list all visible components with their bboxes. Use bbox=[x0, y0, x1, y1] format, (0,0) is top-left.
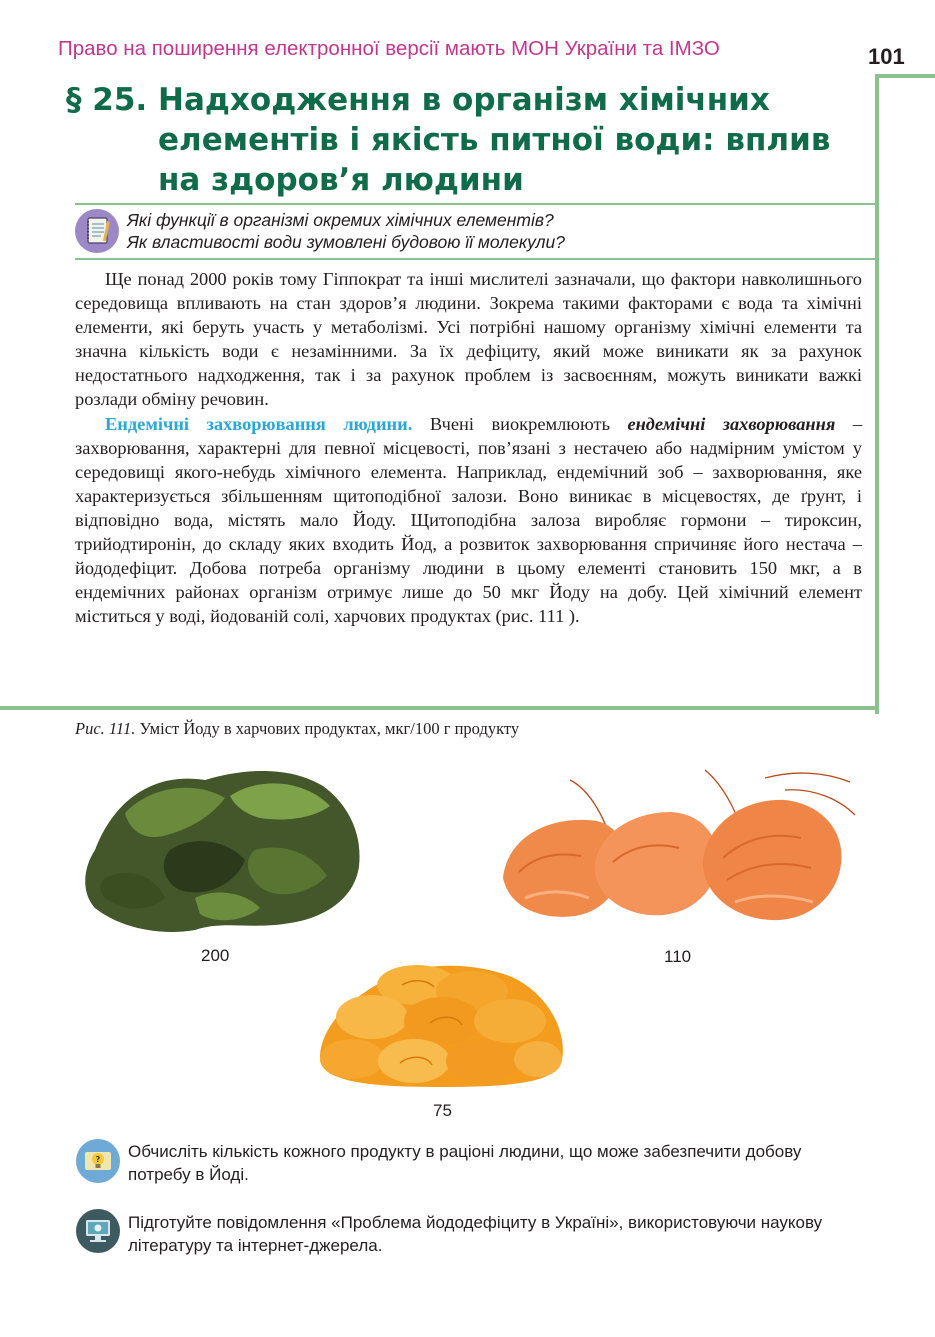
lightbulb-question-icon bbox=[76, 1139, 120, 1183]
section-title-line: Надходження в організм хімічних bbox=[158, 82, 770, 118]
paragraph bbox=[75, 412, 862, 629]
dried-apricots-value: 75 bbox=[433, 1101, 452, 1120]
rights-notice: Право на поширення електронної версії мають МОН України та ІМЗО bbox=[58, 37, 720, 60]
subheading: Ендемічні захворювання людини. bbox=[105, 413, 413, 434]
term: ендемічні захворювання bbox=[627, 413, 836, 434]
notebook-icon bbox=[75, 209, 119, 253]
seaweed-value: 200 bbox=[201, 946, 230, 965]
frame-top-border bbox=[877, 74, 935, 78]
section-title bbox=[158, 80, 858, 200]
questions-bottom-rule bbox=[75, 258, 875, 260]
frame-bottom-border bbox=[0, 706, 879, 710]
section-number: § 25. bbox=[66, 82, 148, 118]
question-line: Як властивості води зумовлені будовою її молекули? bbox=[127, 232, 566, 252]
figure-caption-text: Уміст Йоду в харчових продуктах, мкг/100 г продукту bbox=[135, 719, 520, 738]
figure-label: Рис. 111. bbox=[75, 719, 136, 738]
questions-top-rule bbox=[75, 203, 875, 205]
paragraph: Ще понад 2000 років тому Гіппократ та інші мислителі зазначали, що фактори навколишнього середовища впливають на стан здоров’я людини. Зокрема такими факторами є вода та хімічні елементи, які беруть участь у метаболізмі. Усі потрібні нашому організму хімічні елементи та значна кількість води є незамінними. За їх дефіциту, який може виникати як за рахунок недостатнього надходження, так і за рахунок проблем із засвоєнням, можуть виникати важкі розлади обміну речовин. bbox=[75, 269, 862, 410]
figure-caption bbox=[75, 719, 519, 739]
question-line: Які функції в організмі окремих хімічних елементів? bbox=[127, 210, 554, 230]
shrimp-image bbox=[495, 760, 865, 940]
computer-icon bbox=[76, 1209, 120, 1253]
svg-text:?: ? bbox=[95, 1155, 101, 1164]
task-report: Підготуйте повідомлення «Проблема йододефіциту в Україні», використовуючи наукову літературу та інтернет-джерела. bbox=[128, 1213, 823, 1255]
seaweed-image bbox=[75, 758, 375, 943]
section-title-line: елементів і якість питної води: вплив bbox=[158, 122, 831, 158]
shrimp-value: 110 bbox=[664, 947, 692, 966]
section-title-line: на здоров’я людини bbox=[158, 162, 524, 198]
dried-apricots-image bbox=[312, 955, 572, 1095]
main-text bbox=[75, 267, 862, 628]
key-questions bbox=[127, 209, 565, 253]
page-number: 101 bbox=[868, 44, 905, 69]
frame-right-border bbox=[875, 74, 879, 714]
task-calculate: Обчисліть кількість кожного продукту в раціоні людини, що може забезпечити добову потребу в Йоді. bbox=[128, 1142, 802, 1184]
paragraph-text: – захворювання, характерні для певної місцевості, пов’язані з нестачею або надмірним умістом у середовищі якого-небудь хімічного елемента. Наприклад, ендемічний зоб – захворювання, яке характеризується збільшенням щитоподібної залози. Воно виникає в місцевостях, де ґрунт, і відповідно вода, містять мало Йоду. Щитоподібна залоза виробляє гормони – тироксин, трийодтиронін, до складу яких входить Йод, а розвиток захворювання спричиняє його нестача – йододефіцит. Добова потреба організму людини в цьому елементі становить 150 мкг, а в ендемічних районах організм отримує лише до 50 мкг Йоду на добу. Цей хімічний елемент міститься у воді, йодованій солі, харчових продуктах (рис. 111 ). bbox=[75, 413, 863, 627]
paragraph-text: Вчені виокремлюють bbox=[412, 413, 628, 434]
